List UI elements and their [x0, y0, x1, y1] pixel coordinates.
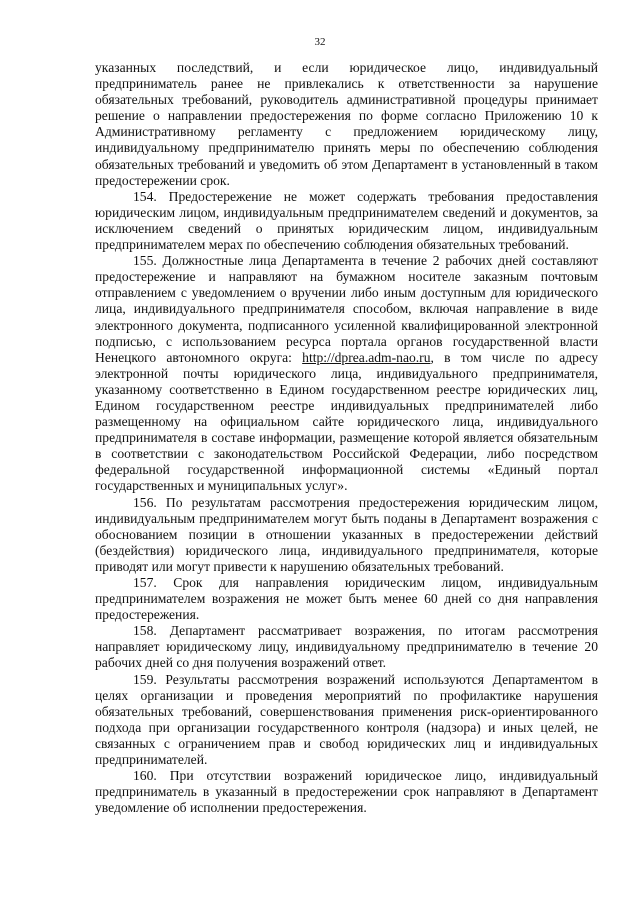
paragraph-156: 156. По результатам рассмотрения предостережения юридическим лицом, индивидуальным предпринимателем могут быть поданы в Департамент возражения с обоснованием позиции в отношении указанных в предостережении действий (бездействия) юридического лица, индивидуального предпринимателя, которые приводят или могут привести к нарушению обязательных требований. — [95, 494, 598, 574]
paragraph-155 — [95, 253, 598, 494]
paragraph-continuation: указанных последствий, и если юридическое лицо, индивидуальный предприниматель ранее не привлекались к ответственности за нарушение обязательных требований, руководитель административной процедуры принимает решение о направлении предостережения по форме согласно Приложению 10 к Административному регламенту с предложением юридическому лицу, индивидуальному предпринимателю принять меры по обеспечению соблюдения обязательных требований и уведомить об этом Департамент в установленный в таком предостережении срок. — [95, 60, 598, 188]
paragraph-155-text-end: , в том числе по адресу электронной почты юридического лица, индивидуального предпринимателя, указанному соответственно в Едином государственном реестре юридических лиц, Едином государственном реестре индивидуальных предпринимателей либо размещенному на официальном сайте юридического лица, индивидуального предпринимателя в составе информации, размещение которой является обязательным в соответствии с законодательством Российской Федерации, либо посредством федеральной государственной информационной системы «Единый портал государственных и муниципальных услуг». — [95, 349, 598, 494]
paragraph-160: 160. При отсутствии возражений юридическое лицо, индивидуальный предприниматель в указанный в предостережении срок направляют в Департамент уведомление об исполнении предостережения. — [95, 768, 598, 816]
paragraph-155-text-start: 155. Должностные лица Департамента в течение 2 рабочих дней составляют предостережение и направляют на бумажном носителе заказным почтовым отправлением с уведомлением о вручении либо иным доступным для юридического лица, индивидуального предпринимателя способом, включая направление в виде электронного документа, подписанного усиленной квалифицированной электронной подписью, с использованием ресурса портала органов государственной власти Ненецкого автономного округа: — [95, 253, 598, 365]
paragraph-157: 157. Срок для направления юридическим лицом, индивидуальным предпринимателем возражения не может быть менее 60 дней со дня направления предостережения. — [95, 575, 598, 623]
portal-link[interactable]: http://dprea.adm-nao.ru — [302, 349, 431, 365]
page-number: 32 — [314, 36, 326, 48]
paragraph-154: 154. Предостережение не может содержать требования предоставления юридическим лицом, индивидуальным предпринимателем сведений и документов, за исключением сведений о принятых юридическим лицом, индивидуальным предпринимателем мерах по обеспечению соблюдения обязательных требований. — [95, 188, 598, 253]
paragraph-159: 159. Результаты рассмотрения возражений используются Департаментом в целях организации и проведения мероприятий по профилактике нарушения обязательных требований, совершенствования применения риск-ориентированного подхода при организации государственного контроля (надзора) и иных целей, не связанных с ограничением прав и свобод юридических лиц и индивидуальных предпринимателей. — [95, 671, 598, 768]
paragraph-158: 158. Департамент рассматривает возражения, по итогам рассмотрения направляет юридическому лицу, индивидуальному предпринимателю в течение 20 рабочих дней со дня получения возражений ответ. — [95, 623, 598, 671]
document-body — [95, 60, 598, 816]
